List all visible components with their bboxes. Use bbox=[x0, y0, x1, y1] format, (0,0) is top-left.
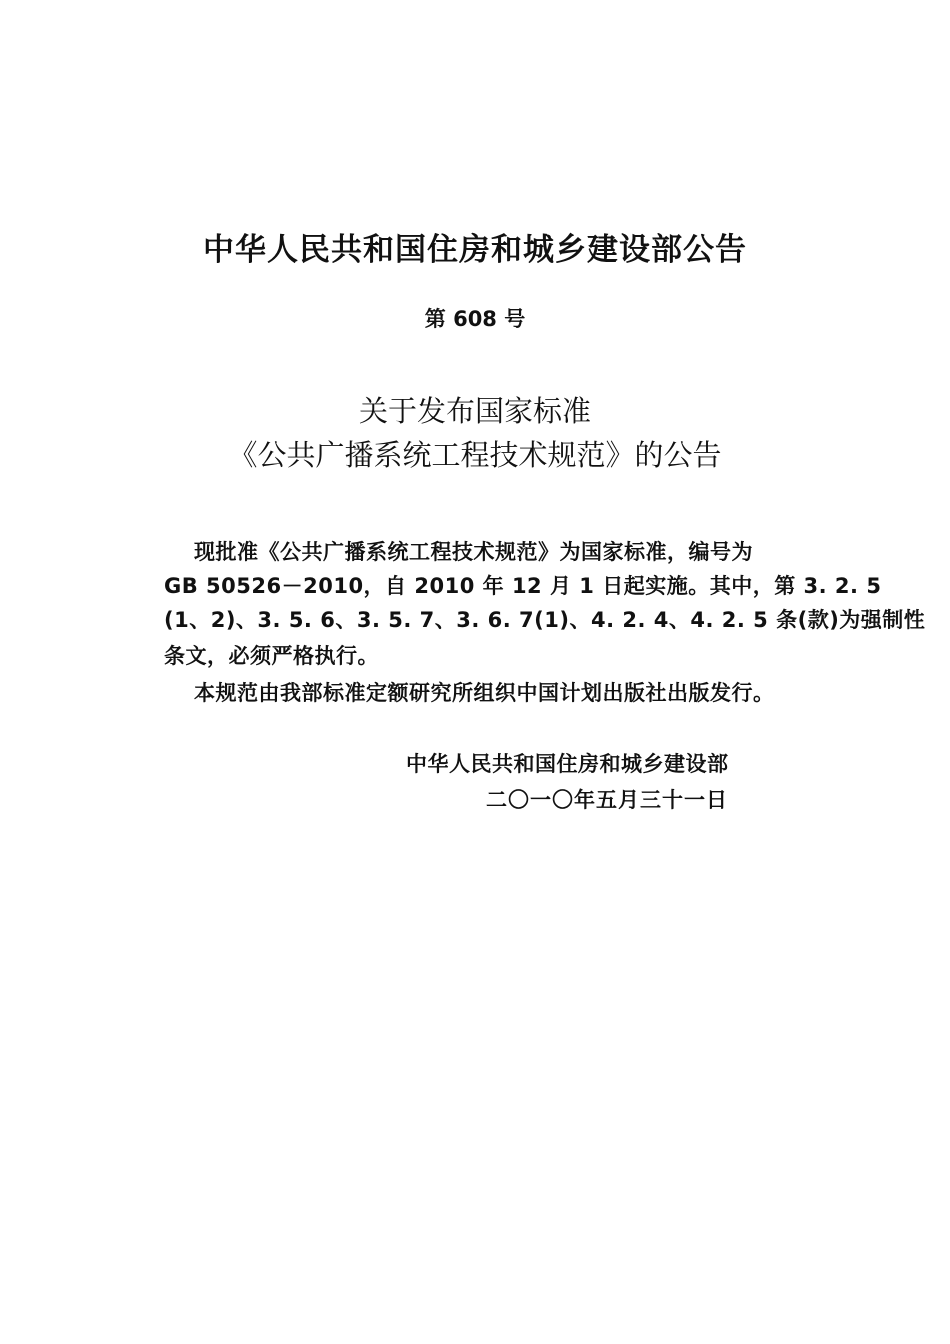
subtitle-line-2: 《公共广播系统工程技术规范》的公告 bbox=[228, 438, 722, 472]
announcement-number: 第 608 号 bbox=[424, 307, 526, 331]
announcement-title: 中华人民共和国住房和城乡建设部公告 bbox=[203, 232, 747, 268]
body-paragraph-1-line-4: 条文，必须严格执行。 bbox=[164, 644, 379, 668]
signature-organization: 中华人民共和国住房和城乡建设部 bbox=[406, 752, 729, 776]
body-paragraph-2: 本规范由我部标准定额研究所组织中国计划出版社出版发行。 bbox=[194, 681, 775, 705]
body-paragraph-1-line-2: GB 50526－2010，自 2010 年 12 月 1 日起实施。其中，第 3. 2. 5 bbox=[164, 574, 882, 598]
body-paragraph-1-line-3: (1、2)、3. 5. 6、3. 5. 7、3. 6. 7(1)、4. 2. 4、4. 2. 5 条(款)为强制性 bbox=[164, 608, 926, 632]
body-paragraph-1-line-1: 现批准《公共广播系统工程技术规范》为国家标准，编号为 bbox=[194, 540, 753, 564]
signature-date: 二〇一〇年五月三十一日 bbox=[486, 788, 728, 812]
subtitle-line-1: 关于发布国家标准 bbox=[358, 394, 591, 428]
